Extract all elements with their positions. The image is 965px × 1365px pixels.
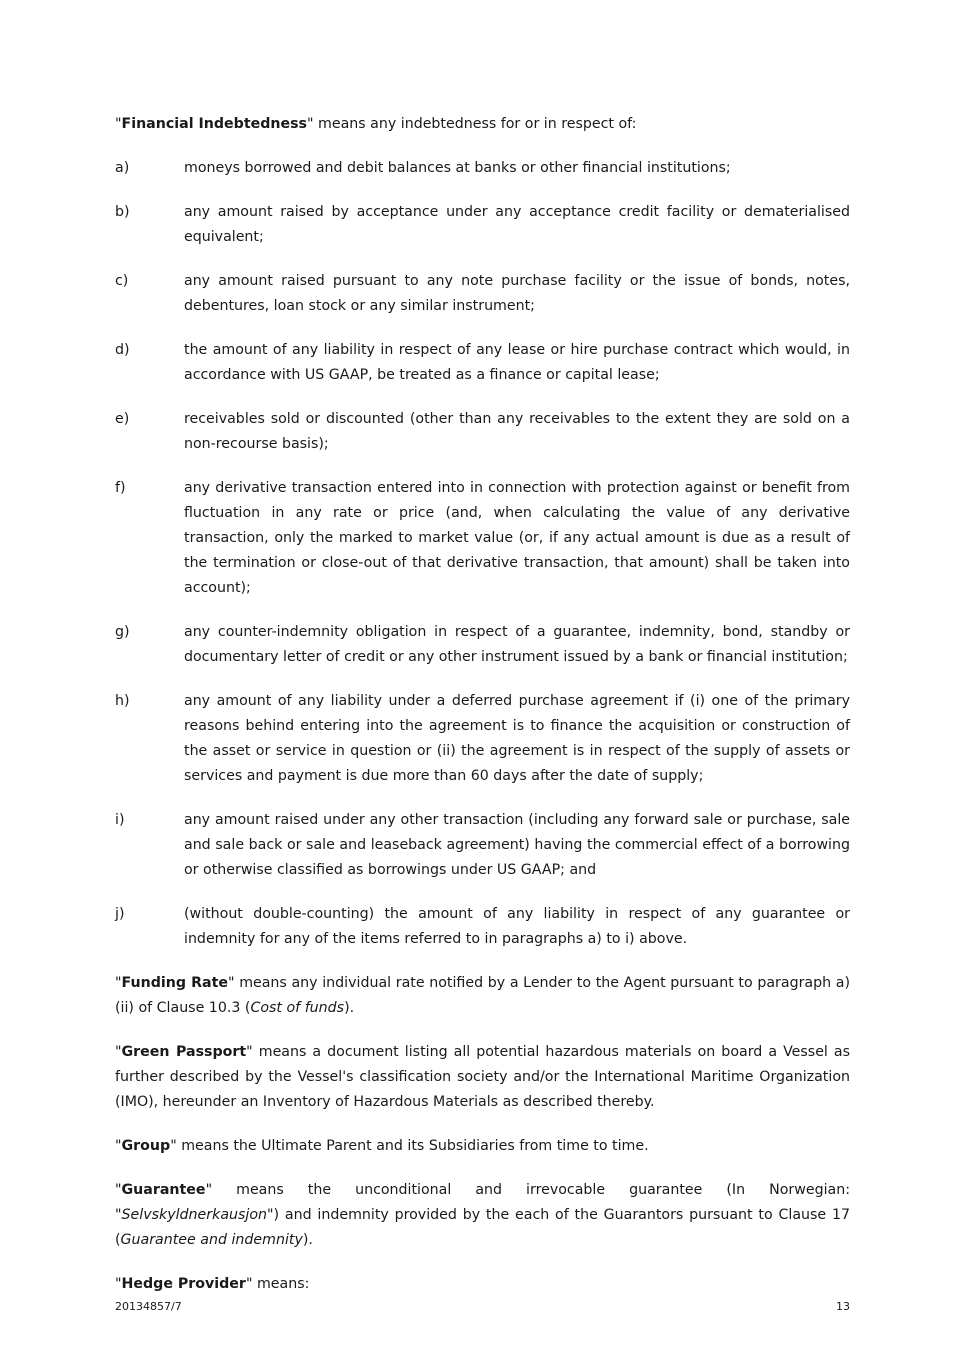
term-green-passport: Green Passport	[121, 1044, 247, 1060]
term-financial-indebtedness: Financial Indebtedness	[121, 116, 307, 132]
term-hedge-provider: Hedge Provider	[121, 1276, 246, 1292]
clause-title-guarantee: Guarantee and indemnity	[120, 1232, 303, 1248]
list-item-text: any amount raised pursuant to any note purchase facility or the issue of bonds, notes, debentures, loan stock or any similar instrument;	[184, 273, 850, 314]
norwegian-term: Selvskyldnerkausjon	[121, 1207, 268, 1223]
definition-group: "Group" means the Ultimate Parent and its Subsidiaries from time to time.	[115, 1138, 649, 1154]
page-footer	[115, 1300, 850, 1314]
list-item-e	[115, 407, 850, 457]
list-item-text: any amount raised by acceptance under any acceptance credit facility or dematerialised equivalent;	[184, 204, 850, 245]
document-body	[115, 112, 850, 1316]
term-funding-rate: Funding Rate	[121, 975, 228, 991]
list-item-text: receivables sold or discounted (other than any receivables to the extent they are sold on a non-recourse basis);	[184, 411, 850, 452]
list-item-f	[115, 476, 850, 601]
list-item-text: moneys borrowed and debit balances at banks or other financial institutions;	[184, 160, 731, 176]
list-item-text: (without double-counting) the amount of any liability in respect of any guarantee or indemnity for any of the items referred to in paragraphs a) to i) above.	[184, 906, 850, 947]
list-item-label: i)	[115, 812, 125, 828]
list-item-c	[115, 269, 850, 319]
document-reference: 20134857/7	[115, 1300, 182, 1313]
list-item-label: c)	[115, 273, 129, 289]
list-item-label: g)	[115, 624, 130, 640]
list-item-label: a)	[115, 160, 130, 176]
list-item-label: b)	[115, 204, 130, 220]
list-item-text: the amount of any liability in respect of any lease or hire purchase contract which would, in accordance with US GAAP, be treated as a finance or capital lease;	[184, 342, 850, 383]
list-item-a	[115, 156, 850, 181]
list-item-i	[115, 808, 850, 883]
list-item-d	[115, 338, 850, 388]
clause-title-cost-of-funds: Cost of funds	[250, 1000, 345, 1016]
list-item-label: h)	[115, 693, 130, 709]
definition-hedge-provider: "Hedge Provider" means:	[115, 1276, 310, 1292]
list-item-h	[115, 689, 850, 789]
definition-green-passport: "Green Passport" means a document listing all potential hazardous materials on board a Vessel as further described by the Vessel's classification society and/or the International Maritime Organization (IMO), hereunder an Inventory of Hazardous Materials as described thereby.	[115, 1044, 850, 1110]
list-item-text: any amount of any liability under a deferred purchase agreement if (i) one of the primary reasons behind entering into the agreement is to finance the acquisition or construction of the asset or service in question or (ii) the agreement is in respect of the supply of assets or services and payment is due more than 60 days after the date of supply;	[184, 693, 850, 784]
definition-guarantee: "Guarantee" means the unconditional and irrevocable guarantee (In Norwegian: "Selvskyldnerkausjon") and indemnity provided by the each of the Guarantors pursuant to Clause 17 (Guarantee and indemnity).	[115, 1182, 850, 1248]
list-item-label: d)	[115, 342, 130, 358]
list-item-b	[115, 200, 850, 250]
list-item-text: any amount raised under any other transaction (including any forward sale or purchase, sale and sale back or sale and leaseback agreement) having the commercial effect of a borrowing or otherwise classified as borrowings under US GAAP; and	[184, 812, 850, 878]
list-item-j	[115, 902, 850, 952]
page-number: 13	[836, 1300, 850, 1313]
list-item-text: any counter-indemnity obligation in respect of a guarantee, indemnity, bond, standby or documentary letter of credit or any other instrument issued by a bank or financial institution;	[184, 624, 850, 665]
definition-funding-rate: "Funding Rate" means any individual rate notified by a Lender to the Agent pursuant to paragraph a)(ii) of Clause 10.3 (Cost of funds).	[115, 975, 850, 1016]
list-item-g	[115, 620, 850, 670]
list-item-text: any derivative transaction entered into in connection with protection against or benefit from fluctuation in any rate or price (and, when calculating the value of any derivative transaction, only the marked to market value (or, if any actual amount is due as a result of the termination or close-out of that derivative transaction, that amount) shall be taken into account);	[184, 480, 850, 596]
list-item-label: j)	[115, 906, 125, 922]
term-guarantee: Guarantee	[121, 1182, 206, 1198]
list-item-label: e)	[115, 411, 130, 427]
term-group: Group	[121, 1138, 171, 1154]
list-item-label: f)	[115, 480, 126, 496]
definition-financial-indebtedness: "Financial Indebtedness" means any indebtedness for or in respect of:	[115, 116, 637, 132]
